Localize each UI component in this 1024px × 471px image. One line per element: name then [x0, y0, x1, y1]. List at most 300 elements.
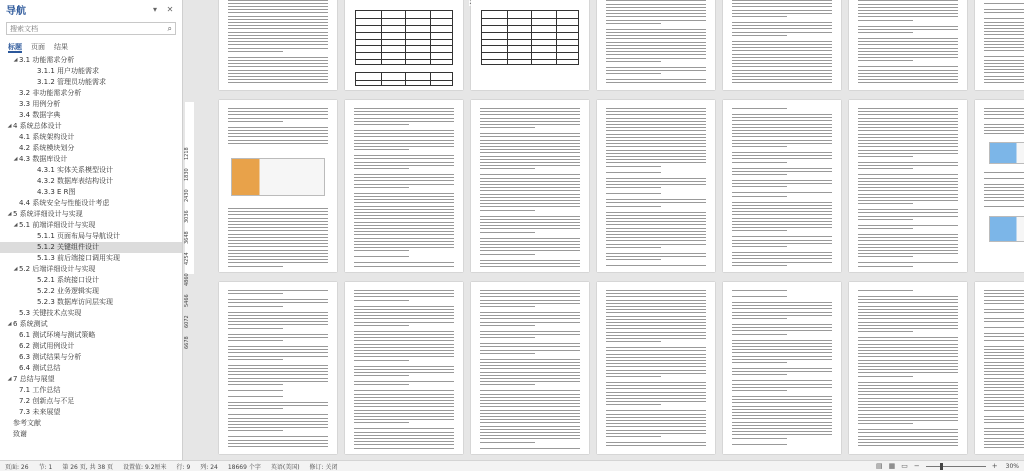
vertical-ruler[interactable] [183, 0, 196, 460]
text-line [858, 299, 958, 300]
text-line [606, 328, 706, 329]
status-page-of[interactable]: 第 26 页, 共 38 页 [62, 463, 114, 471]
text-line [480, 362, 580, 363]
text-line [732, 57, 832, 58]
nav-heading-item[interactable] [0, 220, 182, 231]
text-line [732, 343, 832, 344]
text-line [354, 143, 454, 144]
text-line [480, 178, 580, 179]
text-line [858, 184, 958, 185]
text-line [354, 353, 454, 354]
nav-heading-item[interactable] [0, 143, 182, 154]
text-line [732, 356, 832, 357]
text-line [480, 334, 580, 335]
dropdown-icon[interactable]: ▾ [152, 4, 157, 14]
text-line [732, 196, 787, 197]
text-line [354, 225, 454, 226]
text-line [732, 246, 787, 247]
text-line [480, 187, 580, 188]
text-line [858, 302, 958, 303]
text-line [480, 400, 580, 401]
nav-heading-item[interactable] [0, 154, 182, 165]
read-mode-icon[interactable]: ▤ [876, 462, 883, 470]
text-line [984, 50, 1024, 51]
page-thumbnail[interactable] [597, 282, 715, 454]
text-line [354, 318, 454, 319]
text-line [732, 334, 787, 335]
status-setting[interactable]: 设置值: 9.2厘米 [123, 463, 167, 471]
text-line [228, 299, 328, 300]
text-line [480, 114, 580, 115]
nav-heading-item[interactable] [0, 429, 182, 440]
text-line [732, 158, 832, 159]
page-thumbnail[interactable] [723, 100, 841, 272]
text-line [858, 174, 958, 175]
text-line [606, 430, 706, 431]
text-line [228, 262, 328, 263]
page-thumbnail[interactable] [345, 282, 463, 454]
text-line [606, 114, 706, 115]
table-thumbnail [355, 72, 453, 86]
embedded-screenshot [231, 158, 325, 196]
text-line [228, 436, 328, 437]
expand-triangle-icon[interactable]: ◢ [13, 156, 18, 162]
text-line [858, 410, 958, 411]
nav-heading-item[interactable] [0, 132, 182, 143]
text-line [606, 259, 661, 260]
text-line [228, 143, 328, 144]
text-line [732, 155, 832, 156]
page-thumbnail[interactable] [219, 282, 337, 454]
text-line [354, 416, 454, 417]
text-line [732, 318, 787, 319]
search-input[interactable] [10, 25, 168, 33]
text-line [606, 212, 706, 213]
text-line [984, 403, 1024, 404]
text-line [354, 438, 454, 439]
zoom-slider-knob[interactable] [940, 463, 943, 470]
text-line [480, 397, 580, 398]
text-line [732, 224, 832, 225]
expand-triangle-icon[interactable]: ◢ [13, 57, 18, 63]
page-thumbnail[interactable] [975, 100, 1024, 272]
text-line [732, 13, 832, 14]
text-line [606, 23, 661, 24]
text-line [858, 26, 958, 27]
status-section[interactable]: 节: 1 [38, 463, 53, 471]
nav-heading-label: 4.3.1 实体关系模型设计 [37, 166, 114, 174]
text-line [606, 193, 661, 194]
nav-heading-item[interactable] [0, 176, 182, 187]
text-line [984, 303, 1024, 304]
nav-heading-item[interactable] [0, 286, 182, 297]
text-line [984, 72, 1024, 73]
text-line [984, 352, 1024, 353]
text-line [732, 180, 832, 181]
text-line [984, 368, 1024, 369]
nav-heading-item[interactable] [0, 242, 182, 253]
status-page[interactable]: 页面: 26 [5, 463, 29, 471]
nav-heading-item[interactable] [0, 297, 182, 308]
text-line [858, 366, 958, 367]
nav-heading-item[interactable] [0, 66, 182, 77]
text-line [606, 417, 706, 418]
text-line [984, 374, 1024, 375]
ruler-tick-label: 2430 [184, 189, 190, 202]
nav-heading-item[interactable] [0, 88, 182, 99]
text-line [480, 435, 580, 436]
text-line [354, 428, 454, 429]
text-line [858, 48, 958, 49]
text-line [354, 290, 454, 291]
text-line [858, 328, 958, 329]
text-line [480, 303, 580, 304]
text-line [606, 42, 706, 43]
text-line [606, 410, 706, 411]
nav-heading-label: 4.3.2 数据库表结构设计 [37, 177, 114, 185]
text-line [732, 265, 787, 266]
page-thumbnail[interactable] [471, 0, 589, 90]
text-line [354, 347, 454, 348]
text-line [228, 218, 328, 219]
text-line [606, 363, 706, 364]
expand-triangle-icon[interactable]: ◢ [13, 266, 18, 272]
text-line [606, 166, 661, 167]
nav-heading-item[interactable] [0, 418, 182, 429]
nav-heading-label: 7.3 未来展望 [19, 408, 61, 416]
text-line [354, 247, 454, 248]
tab-results[interactable]: 结果 [54, 43, 68, 51]
text-line [984, 41, 1024, 42]
nav-heading-label: 5.1.1 页面布局与导航设计 [37, 232, 121, 240]
text-line [858, 420, 958, 421]
page-thumbnail[interactable] [597, 0, 715, 90]
close-icon[interactable]: ✕ [166, 4, 174, 14]
text-line [480, 350, 580, 351]
search-icon[interactable]: ⌕ [167, 23, 172, 33]
text-line [480, 438, 580, 439]
text-line [354, 403, 454, 404]
status-language[interactable]: 英语(美国) [270, 463, 300, 471]
text-line [606, 420, 706, 421]
text-line [606, 253, 706, 254]
text-line [228, 82, 328, 83]
page-thumbnail[interactable] [597, 100, 715, 272]
text-line [228, 290, 328, 291]
text-line [732, 63, 832, 64]
page-thumbnail[interactable] [471, 100, 589, 272]
text-line [858, 423, 913, 424]
text-line [354, 406, 454, 407]
text-line [858, 442, 958, 443]
text-line [984, 172, 1024, 173]
text-line [984, 190, 1024, 191]
text-line [606, 335, 706, 336]
text-line [480, 250, 580, 251]
text-line [858, 417, 958, 418]
minus-icon[interactable]: − [913, 462, 920, 470]
text-line [858, 178, 958, 179]
text-line [858, 7, 958, 8]
text-line [606, 127, 706, 128]
print-layout-icon[interactable]: ▦ [888, 462, 896, 470]
text-line [228, 12, 328, 13]
search-box[interactable] [6, 22, 176, 35]
nav-heading-item[interactable] [0, 352, 182, 363]
text-line [858, 70, 958, 71]
nav-heading-item[interactable] [0, 121, 182, 132]
plus-icon[interactable]: + [991, 462, 998, 470]
text-line [732, 25, 832, 26]
nav-heading-label: 6.1 测试环境与测试策略 [19, 331, 96, 339]
text-line [858, 190, 958, 191]
text-line [732, 438, 787, 439]
text-line [354, 331, 454, 332]
text-line [480, 165, 580, 166]
page-thumbnail[interactable] [723, 0, 841, 90]
nav-heading-label: 3.1.2 管理员功能需求 [37, 78, 107, 86]
nav-heading-item[interactable] [0, 198, 182, 209]
text-line [354, 256, 409, 257]
text-line [984, 22, 1024, 23]
status-track-changes[interactable]: 修订: 关闭 [309, 463, 338, 471]
page-thumbnail[interactable] [849, 100, 967, 272]
text-line [354, 108, 454, 109]
text-line [984, 410, 1024, 411]
text-line [228, 337, 328, 338]
nav-heading-label: 7.2 创新点与不足 [19, 397, 75, 405]
text-line [606, 341, 661, 342]
text-line [858, 156, 913, 157]
status-line[interactable]: 行: 9 [176, 463, 191, 471]
text-line [984, 118, 1024, 119]
nav-title: 导航 [6, 5, 26, 17]
nav-heading-item[interactable] [0, 110, 182, 121]
text-line [732, 330, 832, 331]
page-thumbnail[interactable] [849, 282, 967, 454]
text-line [732, 340, 832, 341]
text-line [984, 387, 1024, 388]
page-thumbnail[interactable] [471, 282, 589, 454]
text-line [606, 360, 706, 361]
text-line [984, 447, 1024, 448]
page-thumbnail[interactable] [219, 0, 337, 90]
nav-heading-item[interactable] [0, 385, 182, 396]
text-line [228, 48, 328, 49]
text-line [354, 155, 454, 156]
text-line [732, 79, 832, 80]
nav-heading-item[interactable] [0, 231, 182, 242]
text-line [354, 350, 454, 351]
nav-heading-item[interactable] [0, 253, 182, 264]
text-line [858, 296, 958, 297]
text-line [984, 34, 1024, 35]
text-line [606, 265, 706, 266]
text-line [984, 293, 1024, 294]
text-line [354, 177, 454, 178]
document-canvas[interactable] [183, 0, 1024, 460]
text-line [858, 150, 958, 151]
text-line [354, 384, 409, 385]
text-line [606, 0, 706, 1]
text-line [228, 256, 328, 257]
text-line [480, 143, 580, 144]
text-line [354, 140, 454, 141]
nav-heading-item[interactable] [0, 396, 182, 407]
text-line [354, 315, 454, 316]
text-line [858, 369, 958, 370]
tab-pages[interactable]: 页面 [31, 43, 45, 51]
text-line [480, 318, 580, 319]
text-line [228, 121, 283, 122]
nav-heading-item[interactable] [0, 209, 182, 220]
text-line [732, 186, 787, 187]
text-line [480, 174, 580, 175]
nav-heading-label: 3.2 非功能需求分析 [19, 89, 82, 97]
page-thumbnail[interactable] [849, 0, 967, 90]
text-line [858, 266, 913, 267]
page-thumbnail[interactable] [975, 0, 1024, 90]
status-word-count[interactable]: 18669 个字 [227, 463, 261, 471]
text-line [858, 29, 958, 30]
text-line [858, 347, 958, 348]
text-line [732, 252, 832, 253]
page-thumbnail[interactable] [723, 282, 841, 454]
text-line [228, 118, 328, 119]
text-line [732, 6, 832, 7]
text-line [606, 178, 706, 179]
text-line [732, 374, 787, 375]
text-line [858, 124, 958, 125]
text-line [228, 3, 328, 4]
zoom-slider[interactable] [926, 466, 986, 467]
nav-heading-item[interactable] [0, 77, 182, 88]
text-line [984, 349, 1024, 350]
text-line [480, 406, 580, 407]
nav-heading-label: 5.1 前端详细设计与实现 [19, 221, 96, 229]
text-line [606, 215, 706, 216]
text-line [606, 159, 706, 160]
text-line [228, 312, 328, 313]
text-line [354, 340, 454, 341]
text-line [606, 224, 706, 225]
text-line [858, 414, 958, 415]
nav-heading-item[interactable] [0, 264, 182, 275]
nav-heading-item[interactable] [0, 407, 182, 418]
text-line [480, 403, 580, 404]
text-line [984, 318, 1024, 319]
page-thumbnail[interactable] [345, 100, 463, 272]
text-line [606, 206, 661, 207]
text-line [228, 221, 328, 222]
nav-heading-item[interactable] [0, 374, 182, 385]
tab-headings[interactable]: 标题 [8, 43, 22, 51]
text-line [984, 184, 1024, 185]
text-line [354, 366, 454, 367]
text-line [984, 365, 1024, 366]
nav-heading-label: 5.3 关键技术点实现 [19, 309, 82, 317]
text-line [606, 79, 706, 80]
text-line [858, 225, 958, 226]
text-line [858, 121, 958, 122]
nav-heading-label: 4.3 数据库设计 [19, 155, 68, 163]
text-line [984, 3, 1024, 4]
text-line [228, 66, 328, 67]
nav-heading-item[interactable] [0, 165, 182, 176]
text-line [354, 441, 454, 442]
nav-tabs [0, 39, 182, 53]
text-line [354, 162, 454, 163]
text-line [480, 149, 580, 150]
text-line [480, 263, 580, 264]
nav-heading-item[interactable] [0, 187, 182, 198]
text-line [606, 316, 706, 317]
text-line [480, 133, 580, 134]
text-line [984, 60, 1024, 61]
zoom-level[interactable]: 30% [1005, 462, 1019, 470]
text-line [606, 143, 706, 144]
nav-heading-label: 6.3 测试结果与分析 [19, 353, 82, 361]
text-line [354, 337, 454, 338]
status-column[interactable]: 列: 24 [200, 463, 218, 471]
nav-heading-item[interactable] [0, 55, 182, 66]
text-line [354, 306, 454, 307]
page-thumbnail[interactable] [975, 282, 1024, 454]
text-line [984, 69, 1024, 70]
nav-heading-item[interactable] [0, 341, 182, 352]
text-line [228, 405, 328, 406]
text-line [984, 79, 1024, 80]
nav-heading-label: 4.1 系统架构设计 [19, 133, 75, 141]
page-thumbnail[interactable] [219, 100, 337, 272]
web-layout-icon[interactable]: ▭ [901, 462, 908, 470]
text-line [354, 121, 454, 122]
text-line [606, 111, 706, 112]
text-line [984, 428, 1024, 429]
nav-heading-label: 5.2.2 业务逻辑实现 [37, 287, 100, 295]
text-line [228, 6, 328, 7]
expand-triangle-icon[interactable]: ◢ [7, 211, 12, 217]
text-line [480, 238, 580, 239]
page-thumbnail[interactable] [345, 0, 463, 90]
text-line [606, 172, 661, 173]
nav-header [0, 0, 182, 18]
text-line [732, 16, 787, 17]
text-line [480, 140, 580, 141]
text-line [606, 404, 661, 405]
nav-heading-item[interactable] [0, 319, 182, 330]
nav-heading-item[interactable] [0, 363, 182, 374]
nav-heading-item[interactable] [0, 99, 182, 110]
nav-heading-label: 5.2.1 系统接口设计 [37, 276, 100, 284]
text-line [606, 134, 706, 135]
text-line [480, 372, 580, 373]
nav-heading-item[interactable] [0, 275, 182, 286]
expand-triangle-icon[interactable]: ◢ [7, 123, 12, 129]
nav-heading-item[interactable] [0, 308, 182, 319]
text-line [606, 231, 706, 232]
text-line [354, 206, 454, 207]
text-line [858, 398, 958, 399]
expand-triangle-icon[interactable]: ◢ [13, 222, 18, 228]
text-line [858, 290, 913, 291]
text-line [984, 400, 1024, 401]
nav-heading-item[interactable] [0, 330, 182, 341]
expand-triangle-icon[interactable]: ◢ [7, 321, 12, 327]
text-line [228, 41, 328, 42]
expand-triangle-icon[interactable]: ◢ [7, 376, 12, 382]
text-line [228, 224, 328, 225]
